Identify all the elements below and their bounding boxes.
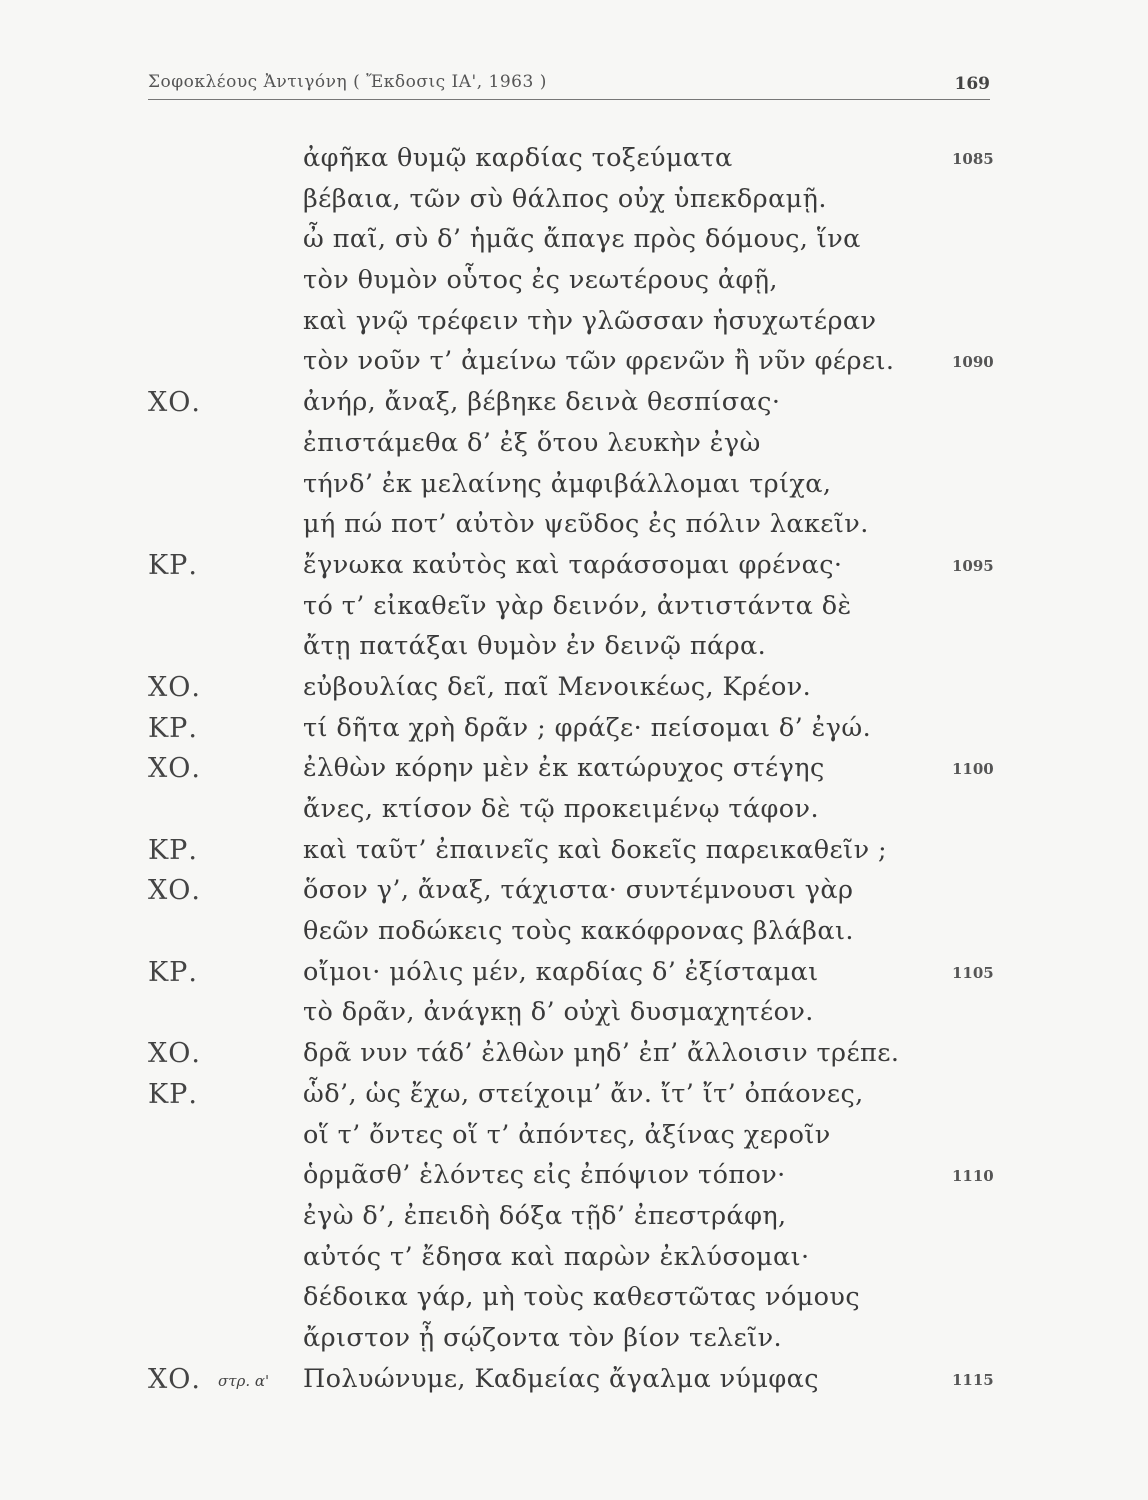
verse-line [0,224,1148,265]
verse-text: οἵ τ’ ὄντες οἵ τ’ ἀπόντες, ἀξίνας χεροῖν [303,1119,831,1150]
speaker-label: ΧΟ. [148,753,201,785]
speaker-label: ΧΟ. [148,671,201,703]
line-number: 1105 [952,963,994,982]
running-title: Σοφοκλέους Ἀντιγόνη ( Ἔκδοσις ΙΑ', 1963 ) [148,72,547,92]
verse-text: ἄριστον ᾖ σῴζοντα τὸν βίον τελεῖν. [303,1322,783,1353]
verse-block [0,143,1148,1404]
verse-text: καὶ γνῷ τρέφειν τὴν γλῶσσαν ἡσυχωτέραν [303,305,877,336]
page-header [148,66,990,96]
verse-line [0,631,1148,672]
verse-line [0,550,1148,591]
verse-text: ὧδ’, ὡς ἔχω, στείχοιμ’ ἄν. ἴτ’ ἴτ’ ὀπάονες, [303,1078,864,1109]
verse-text: ἔγνωκα καὐτὸς καὶ ταράσσομαι φρένας· [303,549,843,580]
verse-line [0,265,1148,306]
verse-text: τό τ’ εἰκαθεῖν γὰρ δεινόν, ἀντιστάντα δὲ [303,590,852,621]
speaker-label: ΧΟ. [148,387,201,419]
speaker-label: ΚΡ. [148,956,198,988]
verse-line [0,713,1148,754]
verse-line [0,1364,1148,1405]
speaker-label: ΚΡ. [148,712,198,744]
verse-text: τήνδ’ ἐκ μελαίνης ἀμφιβάλλομαι τρίχα, [303,468,832,499]
verse-text: μή πώ ποτ’ αὐτὸν ψεῦδος ἐς πόλιν λακεῖν. [303,509,869,540]
verse-line [0,346,1148,387]
verse-line [0,1120,1148,1161]
verse-line [0,469,1148,510]
verse-text: ἐλθὼν κόρην μὲν ἐκ κατώρυχος στέγης [303,753,825,784]
verse-line [0,387,1148,428]
verse-text: δρᾶ νυν τάδ’ ἐλθὼν μηδ’ ἐπ’ ἄλλοισιν τρέπε. [303,1038,900,1069]
verse-line [0,672,1148,713]
verse-line [0,143,1148,184]
verse-line [0,1323,1148,1364]
verse-text: τὸν θυμὸν οὗτος ἐς νεωτέρους ἀφῇ, [303,265,778,296]
verse-line [0,591,1148,632]
verse-line [0,753,1148,794]
speaker-label: ΧΟ. [148,1038,201,1070]
line-number: 1085 [952,150,994,168]
verse-text: θεῶν ποδώκεις τοὺς κακόφρονας βλάβαι. [303,916,854,947]
verse-text: ἄτῃ πατάξαι θυμὸν ἐν δεινῷ πάρα. [303,631,767,662]
verse-line [0,184,1148,225]
speaker-label: ΧΟ. [148,875,201,907]
verse-line [0,916,1148,957]
verse-line [0,428,1148,469]
verse-line [0,1038,1148,1079]
verse-line [0,509,1148,550]
verse-line [0,1242,1148,1283]
strophe-marker: στρ. α' [218,1371,270,1390]
header-rule [148,99,990,100]
verse-text: βέβαια, τῶν σὺ θάλπος οὐχ ὑπεκδραμῇ. [303,183,827,214]
verse-text: καὶ ταῦτ’ ἐπαινεῖς καὶ δοκεῖς παρεικαθεῖν ; [303,834,887,865]
verse-text: αὐτός τ’ ἔδησα καὶ παρὼν ἐκλύσομαι· [303,1241,810,1272]
verse-text: τὸ δρᾶν, ἀνάγκῃ δ’ οὐχὶ δυσμαχητέον. [303,997,814,1028]
speaker-label: ΚΡ. [148,1078,198,1110]
line-number: 1110 [952,1167,994,1186]
page-number: 169 [954,74,990,94]
verse-text: εὐβουλίας δεῖ, παῖ Μενοικέως, Κρέον. [303,671,812,702]
verse-text: ὦ παῖ, σὺ δ’ ἡμᾶς ἄπαγε πρὸς δόμους, ἵνα [303,224,861,255]
verse-line [0,794,1148,835]
line-number: 1095 [952,556,994,575]
verse-text: ὁρμᾶσθ’ ἑλόντες εἰς ἐπόψιον τόπον· [303,1160,786,1191]
verse-text: τὸν νοῦν τ’ ἀμείνω τῶν φρενῶν ἢ νῦν φέρει. [303,346,895,377]
speaker-label: ΧΟ. [148,1363,201,1395]
line-number: 1115 [952,1370,994,1389]
verse-text: ἐπιστάμεθα δ’ ἐξ ὅτου λευκὴν ἐγὼ [303,427,761,458]
verse-line [0,875,1148,916]
verse-line [0,1201,1148,1242]
verse-text: τί δῆτα χρὴ δρᾶν ; φράζε· πείσομαι δ’ ἐγώ. [303,712,872,743]
verse-line [0,1160,1148,1201]
verse-text: ὅσον γ’, ἄναξ, τάχιστα· συντέμνουσι γὰρ [303,875,854,906]
verse-line [0,1079,1148,1120]
verse-line [0,997,1148,1038]
verse-text: ἐγὼ δ’, ἐπειδὴ δόξα τῇδ’ ἐπεστράφη, [303,1200,787,1231]
verse-line [0,306,1148,347]
verse-line [0,957,1148,998]
verse-text: Πολυώνυμε, Καδμείας ἄγαλμα νύμφας [303,1363,819,1394]
verse-text: ἄνες, κτίσον δὲ τῷ προκειμένῳ τάφον. [303,794,819,824]
verse-text: οἴμοι· μόλις μέν, καρδίας δ’ ἐξίσταμαι [303,956,819,987]
verse-text: δέδοικα γάρ, μὴ τοὺς καθεστῶτας νόμους [303,1282,861,1313]
speaker-label: ΚΡ. [148,834,198,866]
verse-line [0,835,1148,876]
verse-text: ἀνήρ, ἄναξ, βέβηκε δεινὰ θεσπίσας· [303,387,781,418]
verse-line [0,1282,1148,1323]
speaker-label: ΚΡ. [148,549,198,581]
verse-text: ἀφῆκα θυμῷ καρδίας τοξεύματα [303,143,733,173]
line-number: 1100 [952,760,994,779]
line-number: 1090 [952,353,994,372]
